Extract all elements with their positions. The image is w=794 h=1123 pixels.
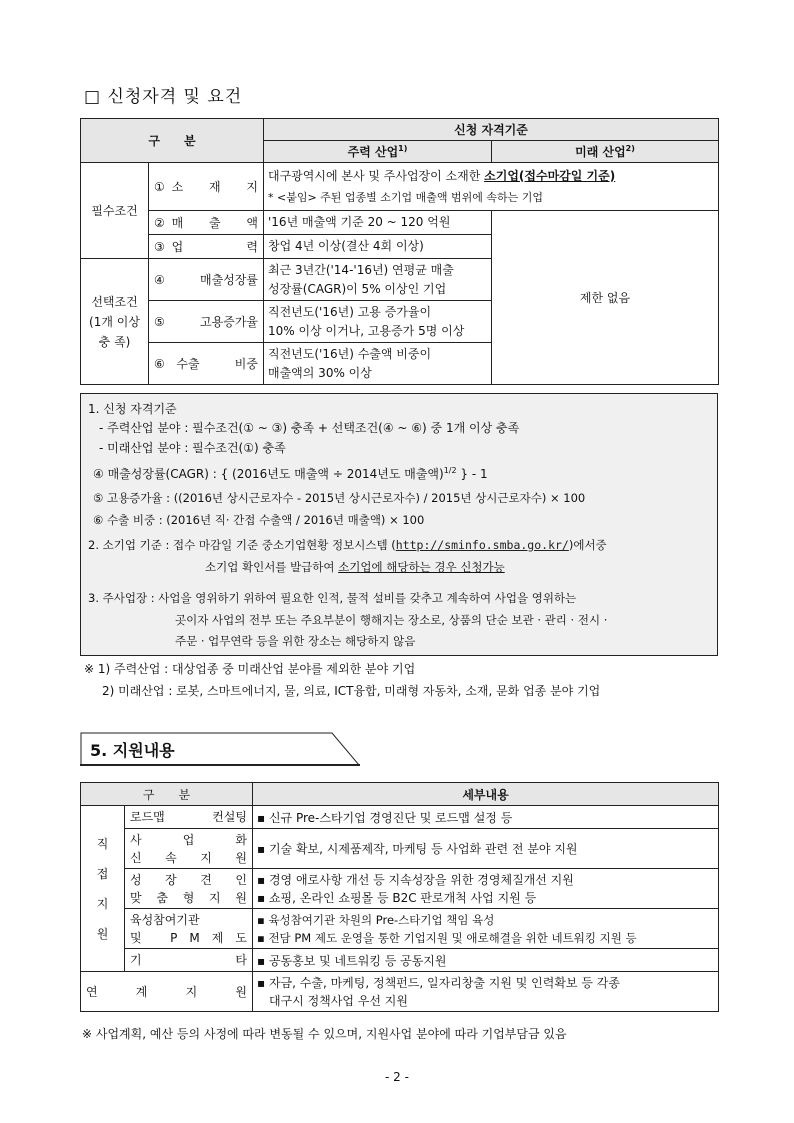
note-2: 2. 소기업 기준 : 접수 마감일 기준 중소기업현황 정보시스템 (http://sminfo.smba.go.kr/)에서중: [88, 538, 607, 552]
header-future-industry: 미래 산업$^{2)}$: [492, 141, 719, 163]
row-commercialization-detail: ▪ 기술 확보, 시제품제작, 마케팅 등 사업화 관련 전 분야 지원: [253, 829, 719, 869]
eligibility-table: [80, 118, 719, 385]
revenue-criteria: '16년 매출액 기준 20 ~ 120 억원: [264, 211, 492, 235]
direct-support-label: 직 접 지 원: [81, 806, 125, 972]
notes-box: [80, 393, 718, 656]
location-criteria: 대구광역시에 본사 및 주사업장이 소재한 소기업(접수마감일 기준) * <붙임> 주된 업종별 소기업 매출액 범위에 속하는 기업: [264, 163, 719, 211]
item-location: ①소 재 지: [149, 163, 264, 211]
note-1-future: - 미래산업 분야 : 필수조건(①) 충족: [99, 441, 286, 455]
header-criteria: 신청 자격기준: [264, 119, 719, 141]
row-growth-detail: ▪ 경영 애로사항 개선 등 지속성장을 위한 경영체질개선 지원 ▪ 쇼핑, 온라인 쇼핑몰 등 B2C 판로개척 사업 지원 등: [253, 869, 719, 909]
footnote-1: ※ 1) 주력산업 : 대상업종 중 미래산업 분야를 제외한 분야 기업: [84, 662, 416, 676]
group-required: 필수조건: [81, 163, 149, 259]
item-export-ratio: ⑥수출 비중: [149, 343, 264, 385]
linked-support-detail: ▪ 자금, 수출, 마케팅, 정책펀드, 일자리창출 지원 및 인력확보 등 각종 대구시 정책사업 우선 지원: [253, 972, 719, 1012]
item-history: ③업 력: [149, 235, 264, 259]
linked-support-label: 연 계 지 원: [81, 972, 253, 1012]
footnote-2: 2) 미래산업 : 로봇, 스마트에너지, 물, 의료, ICT융합, 미래형 자동차, 소재, 문화 업종 분야 기업: [102, 684, 601, 698]
item-revenue: ②매 출 액: [149, 211, 264, 235]
future-no-limit: 제한 없음: [492, 211, 719, 385]
section-5-header: [80, 732, 360, 766]
employment-growth-criteria: 직전년도('16년) 고용 증가율이 10% 이상 이거나, 고용증가 5명 이상: [264, 301, 492, 343]
item-employment-growth: ⑤고용증가율: [149, 301, 264, 343]
row-roadmap-detail: ▪ 신규 Pre-스타기업 경영진단 및 로드맵 설정 등: [253, 806, 719, 829]
row-roadmap-label: 로드맵 컨설팅: [125, 806, 253, 829]
support-header-category: 구 분: [81, 783, 253, 806]
page-number: - 2 -: [385, 1070, 409, 1084]
item-sales-growth: ④매출성장률: [149, 259, 264, 301]
sminfo-link[interactable]: http://sminfo.smba.go.kr/: [395, 538, 569, 552]
section-title: □ 신청자격 및 요건: [84, 87, 243, 107]
bottom-note: ※ 사업계획, 예산 등의 사정에 따라 변동될 수 있으며, 지원사업 분야에 따라 기업부담금 있음: [82, 1027, 567, 1041]
row-commercialization-label: 사 업 화 신 속 지 원: [125, 829, 253, 869]
history-criteria: 창업 4년 이상(결산 4회 이상): [264, 235, 492, 259]
note-1-main: - 주력산업 분야 : 필수조건(① ~ ③) 충족 + 선택조건(④ ~ ⑥) 중 1개 이상 충족: [99, 421, 520, 435]
row-etc-label: 기 타: [125, 949, 253, 972]
note-1-title: 1. 신청 자격기준: [88, 402, 177, 416]
row-pm-detail: ▪ 육성참여기관 차원의 Pre-스타기업 책임 육성 ▪ 전담 PM 제도 운영을 통한 기업지원 및 애로해결을 위한 네트워킹 지원 등: [253, 909, 719, 949]
group-optional: 선택조건 (1개 이상 충 족): [81, 259, 149, 385]
note-3-line3: 주문 · 업무연락 등을 위한 장소는 해당하지 않음: [175, 634, 416, 648]
support-header-detail: 세부내용: [253, 783, 719, 806]
note-2-line2: 소기업 확인서를 발급하여 소기업에 해당하는 경우 신청가능: [205, 560, 505, 574]
section-5-title: 5. 지원내용: [90, 741, 175, 760]
header-category: 구 분: [81, 119, 264, 163]
sales-growth-criteria: 최근 3년간('14-'16년) 연평균 매출 성장률(CAGR)이 5% 이상인 기업: [264, 259, 492, 301]
formula-sales-growth: ④ 매출성장률(CAGR) : { (2016년도 매출액 ÷ 2014년도 매출액)$^{1/2}$ } - 1: [93, 466, 488, 481]
formula-export-ratio: ⑥ 수출 비중 : (2016년 직· 간접 수출액 / 2016년 매출액) × 100: [93, 513, 425, 527]
row-pm-label: 육성참여기관 및 P M 제 도: [125, 909, 253, 949]
row-etc-detail: ▪ 공동홍보 및 네트워킹 등 공동지원: [253, 949, 719, 972]
note-3-line1: 3. 주사업장 : 사업을 영위하기 위하여 필요한 인적, 물적 설비를 갖추고 계속하여 사업을 영위하는: [88, 591, 577, 605]
support-table: [80, 782, 719, 1012]
note-3-line2: 곳이자 사업의 전부 또는 주요부분이 행해지는 장소로, 상품의 단순 보관 · 관리 · 전시 ·: [175, 613, 608, 627]
header-main-industry: 주력 산업$^{1)}$: [264, 141, 492, 163]
row-growth-label: 성 장 견 인 맞 춤 형 지 원: [125, 869, 253, 909]
export-ratio-criteria: 직전년도('16년) 수출액 비중이 매출액의 30% 이상: [264, 343, 492, 385]
formula-employment-growth: ⑤ 고용증가율 : ((2016년 상시근로자수 - 2015년 상시근로자수) / 2015년 상시근로자수) × 100: [93, 491, 586, 505]
